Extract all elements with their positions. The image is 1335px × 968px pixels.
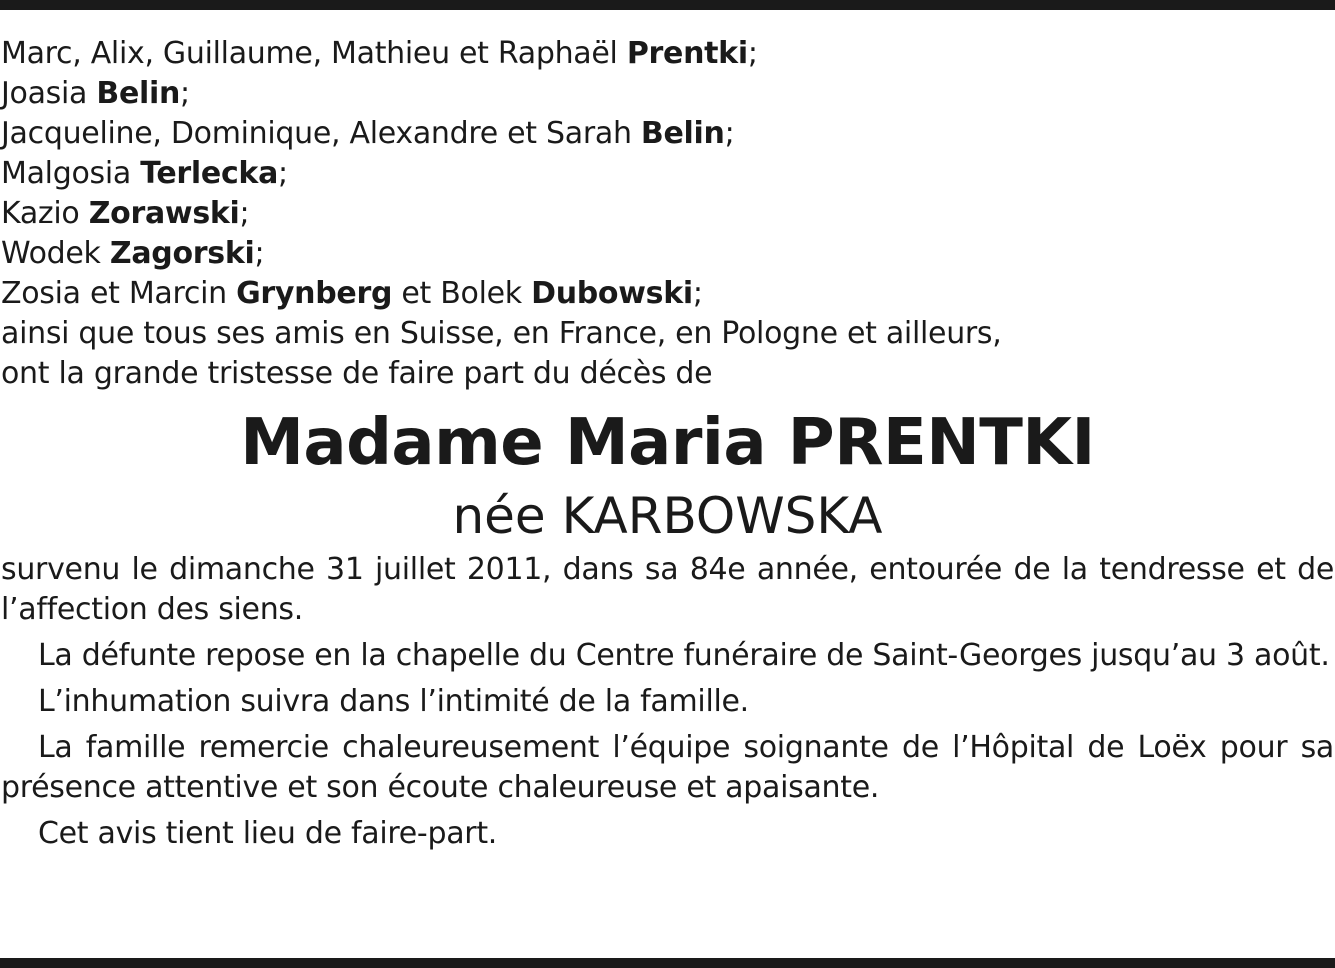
- punctuation: ;: [278, 156, 288, 191]
- maiden-name: née KARBOWSKA: [452, 487, 883, 545]
- punctuation: ;: [724, 116, 735, 151]
- surname: Belin: [640, 116, 725, 151]
- family-line-4: [1, 154, 1334, 194]
- surname: Zorawski: [88, 196, 240, 231]
- given-names: Malgosia: [1, 156, 131, 191]
- announcement-line: ont la grande tristesse de faire part du décès de: [1, 356, 713, 391]
- death-details-paragraph: survenu le dimanche 31 juillet 2011, dans sa 84e année, entourée de la tendresse et de l’affection des siens.: [1, 552, 1334, 627]
- deceased-name: Madame Maria PRENTKI: [240, 406, 1095, 480]
- family-line-6: [1, 234, 1334, 274]
- punctuation: ;: [239, 196, 250, 231]
- surname: Belin: [96, 76, 181, 111]
- punctuation: ;: [747, 36, 758, 71]
- burial-paragraph: L’inhumation suivra dans l’intimité de la famille.: [38, 684, 749, 719]
- punctuation: ;: [254, 236, 265, 271]
- given-names: Kazio: [1, 196, 80, 231]
- bottom-border-rule: [0, 958, 1335, 968]
- given-names: et Bolek: [401, 276, 522, 311]
- friends-line: ainsi que tous ses amis en Suisse, en France, en Pologne et ailleurs,: [1, 316, 1002, 351]
- notice-paragraph: Cet avis tient lieu de faire-part.: [38, 816, 498, 851]
- surname: Prentki: [626, 36, 748, 71]
- family-line-3: [1, 114, 1334, 154]
- top-border-rule: [0, 0, 1335, 10]
- family-line-1: [1, 34, 1334, 74]
- given-names: Wodek: [1, 236, 101, 271]
- given-names: Jacqueline, Dominique, Alexandre et Sarah: [1, 116, 632, 151]
- given-names: Joasia: [1, 76, 88, 111]
- surname: Dubowski: [531, 276, 693, 311]
- family-line-5: [1, 194, 1334, 234]
- thanks-paragraph: La famille remercie chaleureusement l’équipe soignante de l’Hôpital de Loëx pour sa présence attentive et son écoute chaleureuse et apaisante.: [1, 730, 1334, 805]
- surname: Grynberg: [236, 276, 393, 311]
- family-line-2: [1, 74, 1334, 114]
- surname: Terlecka: [140, 156, 279, 191]
- given-names: Marc, Alix, Guillaume, Mathieu et Raphaël: [1, 36, 618, 71]
- given-names: Zosia et Marcin: [1, 276, 227, 311]
- chapel-paragraph: La défunte repose en la chapelle du Centre funéraire de Saint-Georges jusqu’au 3 août.: [38, 638, 1330, 673]
- punctuation: ;: [692, 276, 703, 311]
- family-line-7: [1, 274, 1334, 314]
- punctuation: ;: [180, 76, 190, 111]
- obituary-notice: [1, 34, 1334, 854]
- surname: Zagorski: [109, 236, 255, 271]
